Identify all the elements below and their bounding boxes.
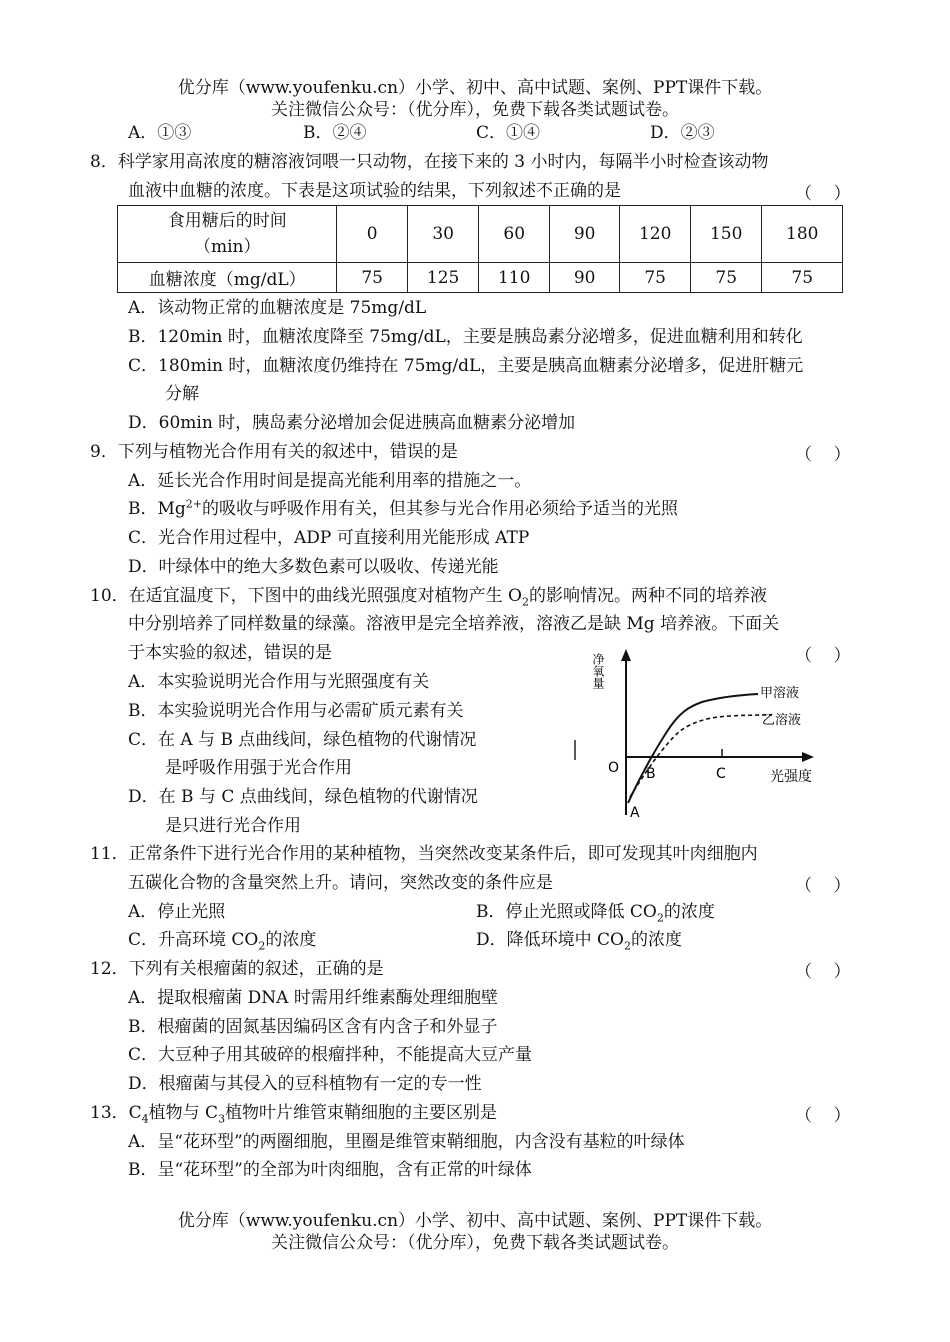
q11-option-d-post: 的浓度 — [630, 930, 682, 950]
q10-option-a: A．本实验说明光合作用与光照强度有关 — [128, 672, 430, 692]
table-cell-time: 180 — [762, 206, 843, 263]
q11-option-c — [128, 928, 316, 952]
q13-stem — [90, 1101, 497, 1125]
q9-option-c: C．光合作用过程中，ADP 可直接利用光能形成 ATP — [128, 528, 530, 548]
table-cell-sugar: 75 — [620, 263, 691, 293]
table-cell-sugar: 110 — [479, 263, 550, 293]
q8-answer-blank: （ ） — [795, 184, 851, 204]
q12-option-d: D．根瘤菌与其侵入的豆科植物有一定的专一性 — [128, 1074, 482, 1094]
footer-line-1: 优分库（www.youfenku.cn）小学、初中、高中试题、案例、PPT课件下载。 — [177, 1211, 773, 1231]
graph-point-a: A — [630, 805, 640, 821]
q8-option-c-cont: 分解 — [165, 384, 199, 404]
table-cell-sugar: 75 — [690, 263, 762, 293]
table-header-sugar: 血糖浓度（mg/dL） — [118, 263, 337, 293]
q10-stem-line-1 — [90, 584, 767, 608]
graph-x-arrow — [802, 752, 814, 762]
table-header-time-unit: （min） — [193, 237, 261, 257]
q12-option-b: B．根瘤菌的固氮基因编码区含有内含子和外显子 — [128, 1017, 498, 1037]
q10-option-c: C．在 A 与 B 点曲线间，绿色植物的代谢情况 — [128, 730, 477, 750]
table-header-time-text: 食用糖后的时间 — [167, 211, 287, 231]
q11-option-d-sub: 2 — [623, 939, 631, 953]
q10-answer-blank: （ ） — [795, 646, 851, 666]
q7-option-d: D．②③ — [650, 123, 715, 143]
table-cell-time: 0 — [337, 206, 407, 263]
table-cell-time: 90 — [549, 206, 619, 263]
table-row-sugar — [118, 263, 843, 293]
graph-ylabel: 净氧量 — [591, 653, 605, 689]
table-cell-time: 60 — [479, 206, 550, 263]
table-row-time — [118, 206, 843, 263]
q13-answer-blank: （ ） — [795, 1106, 851, 1126]
q9-answer-blank: （ ） — [795, 445, 851, 465]
q9-stem: 9．下列与植物光合作用有关的叙述中，错误的是 — [90, 442, 458, 462]
q10-option-b: B．本实验说明光合作用与必需矿质元素有关 — [128, 701, 464, 721]
q12-answer-blank: （ ） — [795, 962, 851, 982]
q11-answer-blank: （ ） — [795, 876, 851, 896]
graph-point-c: C — [716, 766, 726, 782]
q11-option-b-sub: 2 — [656, 911, 664, 925]
q13-stem-sub2: 3 — [218, 1112, 226, 1126]
q8-stem-line-1: 8．科学家用高浓度的糖溶液饲喂一只动物，在接下来的 3 小时内，每隔半小时检查该动物 — [90, 152, 769, 172]
q7-option-a: A．①③ — [128, 123, 192, 143]
table-cell-sugar: 75 — [337, 263, 407, 293]
q10-stem-post: 的影响情况。两种不同的培养液 — [528, 586, 767, 606]
header-line-2: 关注微信公众号：（优分库），免费下载各类试题试卷。 — [271, 100, 679, 120]
graph-origin: O — [608, 760, 620, 776]
q11-option-c-pre: C．升高环境 CO — [128, 930, 259, 950]
q11-option-d — [476, 928, 682, 952]
q10-option-d: D．在 B 与 C 点曲线间，绿色植物的代谢情况 — [128, 787, 478, 807]
graph-point-b: B — [646, 766, 656, 782]
q11-stem-line-1: 11．正常条件下进行光合作用的某种植物，当突然改变某条件后，即可发现其叶肉细胞内 — [90, 844, 758, 864]
table-cell-time: 120 — [620, 206, 691, 263]
graph-y-arrow — [621, 649, 631, 661]
q11-option-c-sub: 2 — [258, 939, 266, 953]
q8-option-b: B．120min 时，血糖浓度降至 75mg/dL，主要是胰岛素分泌增多，促进血糖利用和转化 — [128, 327, 803, 347]
q11-option-b — [476, 900, 715, 924]
q9-option-b-post: 的吸收与呼吸作用有关，但其参与光合作用必须给予适当的光照 — [202, 499, 679, 519]
table-header-time — [118, 206, 337, 263]
q10-option-c-cont: 是呼吸作用强于光合作用 — [165, 758, 352, 778]
header-line-1: 优分库（www.youfenku.cn）小学、初中、高中试题、案例、PPT课件下载。 — [177, 78, 773, 98]
q9-option-b-sup: 2+ — [185, 497, 203, 511]
footer-line-2: 关注微信公众号：（优分库），免费下载各类试题试卷。 — [271, 1233, 679, 1253]
q13-stem-a: 13．C — [90, 1103, 142, 1123]
q8-stem-line-2: 血液中血糖的浓度。下表是这项试验的结果，下列叙述不正确的是 — [128, 181, 621, 201]
q8-option-a: A．该动物正常的血糖浓度是 75mg/dL — [128, 298, 427, 318]
table-cell-sugar: 75 — [762, 263, 843, 293]
graph-xlabel: 光强度 — [770, 769, 812, 785]
q11-stem-line-2: 五碳化合物的含量突然上升。请问，突然改变的条件应是 — [128, 873, 553, 893]
q10-stem-line-3: 于本实验的叙述，错误的是 — [128, 643, 332, 663]
q11-option-d-pre: D．降低环境中 CO — [476, 930, 624, 950]
q7-option-c: C．①④ — [476, 123, 541, 143]
q12-option-c: C．大豆种子用其破碎的根瘤拌种，不能提高大豆产量 — [128, 1045, 533, 1065]
q13-stem-b: 植物与 C — [148, 1103, 219, 1123]
blood-sugar-table — [117, 205, 843, 293]
table-cell-sugar: 125 — [407, 263, 479, 293]
q13-stem-sub1: 4 — [141, 1112, 149, 1126]
oxygen-light-graph — [570, 645, 820, 825]
q12-stem: 12．下列有关根瘤菌的叙述，正确的是 — [90, 959, 384, 979]
table-cell-sugar: 90 — [549, 263, 619, 293]
q10-option-d-cont: 是只进行光合作用 — [165, 816, 301, 836]
graph-label-jia: 甲溶液 — [760, 686, 800, 701]
q11-option-c-post: 的浓度 — [265, 930, 317, 950]
q9-option-d: D．叶绿体中的绝大多数色素可以吸收、传递光能 — [128, 557, 499, 577]
curve-jia — [628, 694, 758, 803]
table-cell-time: 150 — [690, 206, 762, 263]
q9-option-a: A．延长光合作用时间是提高光能利用率的措施之一。 — [128, 471, 532, 491]
table-cell-time: 30 — [407, 206, 479, 263]
q11-option-a: A．停止光照 — [128, 902, 226, 922]
q10-stem-sub: 2 — [521, 595, 529, 609]
q11-option-b-pre: B．停止光照或降低 CO — [476, 902, 657, 922]
q10-stem-pre: 10．在适宜温度下，下图中的曲线光照强度对植物产生 O — [90, 586, 522, 606]
graph-label-yi: 乙溶液 — [762, 713, 802, 728]
q9-option-b — [128, 497, 678, 521]
q8-option-c: C．180min 时，血糖浓度仍维持在 75mg/dL，主要是胰高血糖素分泌增多，促进肝糖元 — [128, 356, 804, 376]
q13-stem-c: 植物叶片维管束鞘细胞的主要区别是 — [225, 1103, 498, 1123]
q9-option-b-pre: B．Mg — [128, 499, 186, 519]
q10-stem-line-2: 中分别培养了同样数量的绿藻。溶液甲是完全培养液，溶液乙是缺 Mg 培养液。下面关 — [128, 614, 780, 634]
q8-option-d: D．60min 时，胰岛素分泌增加会促进胰高血糖素分泌增加 — [128, 413, 576, 433]
q7-option-b: B．②④ — [303, 123, 367, 143]
q13-option-b: B．呈“花环型”的全部为叶肉细胞，含有正常的叶绿体 — [128, 1160, 532, 1180]
q13-option-a: A．呈“花环型”的两圈细胞，里圈是维管束鞘细胞，内含没有基粒的叶绿体 — [128, 1132, 685, 1152]
q11-option-b-post: 的浓度 — [663, 902, 715, 922]
q12-option-a: A．提取根瘤菌 DNA 时需用纤维素酶处理细胞壁 — [128, 988, 498, 1008]
